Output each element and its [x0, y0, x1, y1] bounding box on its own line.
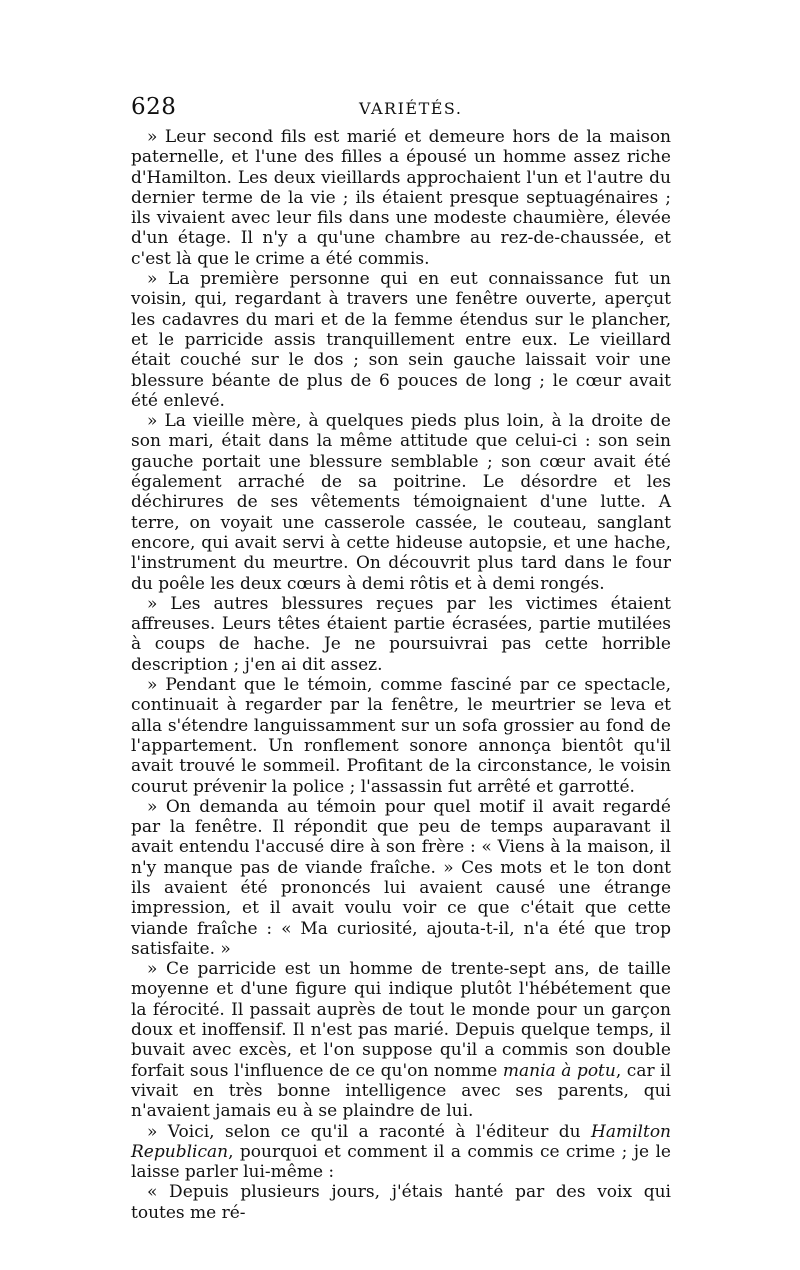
paragraph-8-italic: Hamilton Republican	[131, 1121, 672, 1162]
page-number: 628	[131, 94, 177, 120]
paragraph-8-text: » Voici, selon ce qu'il a raconté à l'éditeur du	[147, 1121, 581, 1142]
paragraph-8	[131, 1122, 671, 1183]
paragraph-7-text: » Ce parricide est un homme de trente-sept ans, de taille moyenne et d'une figure qui indique plutôt l'hébétement que la férocité. Il passait auprès de tout le monde pour un garçon doux et inoffensif. Il n'est pas marié. Depuis quelque temps, il buvait avec excès, et l'on suppose qu'il a commis son double forfait sous l'influence de ce qu'on nomme	[131, 959, 671, 1081]
body-text	[131, 127, 671, 1223]
paragraph-9: « Depuis plusieurs jours, j'étais hanté par des voix qui toutes me ré-	[131, 1182, 671, 1223]
paragraph-7-tail: , car il vivait en très bonne intelligence avec ses parents, qui n'avaient jamais eu à se plaindre de lui.	[131, 1060, 672, 1122]
running-head	[131, 94, 671, 124]
paragraph-4: » Les autres blessures reçues par les victimes étaient affreuses. Leurs têtes étaient partie écrasées, partie mutilées à coups de hache. Je ne poursuivrai pas cette horrible description ; j'en ai dit assez.	[131, 593, 671, 675]
paragraph-7	[131, 959, 671, 1121]
paragraph-1: » Leur second fils est marié et demeure hors de la maison paternelle, et l'une des filles a épousé un homme assez riche d'Hamilton. Les deux vieillards approchaient l'un et l'autre du dernier terme de la vie ; ils étaient presque septuagénaires ; ils vivaient avec leur fils dans une modeste chaumière, élevée d'un étage. Il n'y a qu'une chambre au rez-de-chaussée, et c'est là que le crime a été commis.	[131, 127, 671, 269]
paragraph-7-italic: mania à potu	[502, 1060, 616, 1081]
running-title: VARIÉTÉS.	[359, 99, 463, 118]
paragraph-8-tail: , pourquoi et comment il a commis ce crime ; je le laisse parler lui-même :	[131, 1141, 671, 1183]
paragraph-3: » La vieille mère, à quelques pieds plus loin, à la droite de son mari, était dans la même attitude que celui-ci : son sein gauche portait une blessure semblable ; son cœur avait été également arraché de sa poitrine. Le désordre et les déchirures de ses vêtements témoignaient d'une lutte. A terre, on voyait une casserole cassée, le couteau, sanglant encore, qui avait servi à cette hideuse autopsie, et une hache, l'instrument du meurtre. On découvrit plus tard dans le four du poêle les deux cœurs à demi rôtis et à demi rongés.	[131, 411, 671, 594]
paragraph-2: » La première personne qui en eut connaissance fut un voisin, qui, regardant à travers une fenêtre ouverte, aperçut les cadavres du mari et de la femme étendus sur le plancher, et le parricide assis tranquillement entre eux. Le vieillard était couché sur le dos ; son sein gauche laissait voir une blessure béante de plus de 6 pouces de long ; le cœur avait été enlevé.	[131, 269, 671, 411]
paragraph-6: » On demanda au témoin pour quel motif il avait regardé par la fenêtre. Il répondit que peu de temps auparavant il avait entendu l'accusé dire à son frère : « Viens à la maison, il n'y manque pas de viande fraîche. » Ces mots et le ton dont ils avaient été prononcés lui avaient causé une étrange impression, et il avait voulu voir ce que c'était que cette viande fraîche : « Ma curiosité, ajouta-t-il, n'a été que trop satisfaite. »	[131, 796, 671, 959]
paragraph-5: » Pendant que le témoin, comme fasciné par ce spectacle, continuait à regarder par la fenêtre, le meurtrier se leva et alla s'étendre languissamment sur un sofa grossier au fond de l'appartement. Un ronflement sonore annonça bientôt qu'il avait trouvé le sommeil. Profitant de la circonstance, le voisin courut prévenir la police ; l'assassin fut arrêté et garrotté.	[131, 675, 671, 797]
